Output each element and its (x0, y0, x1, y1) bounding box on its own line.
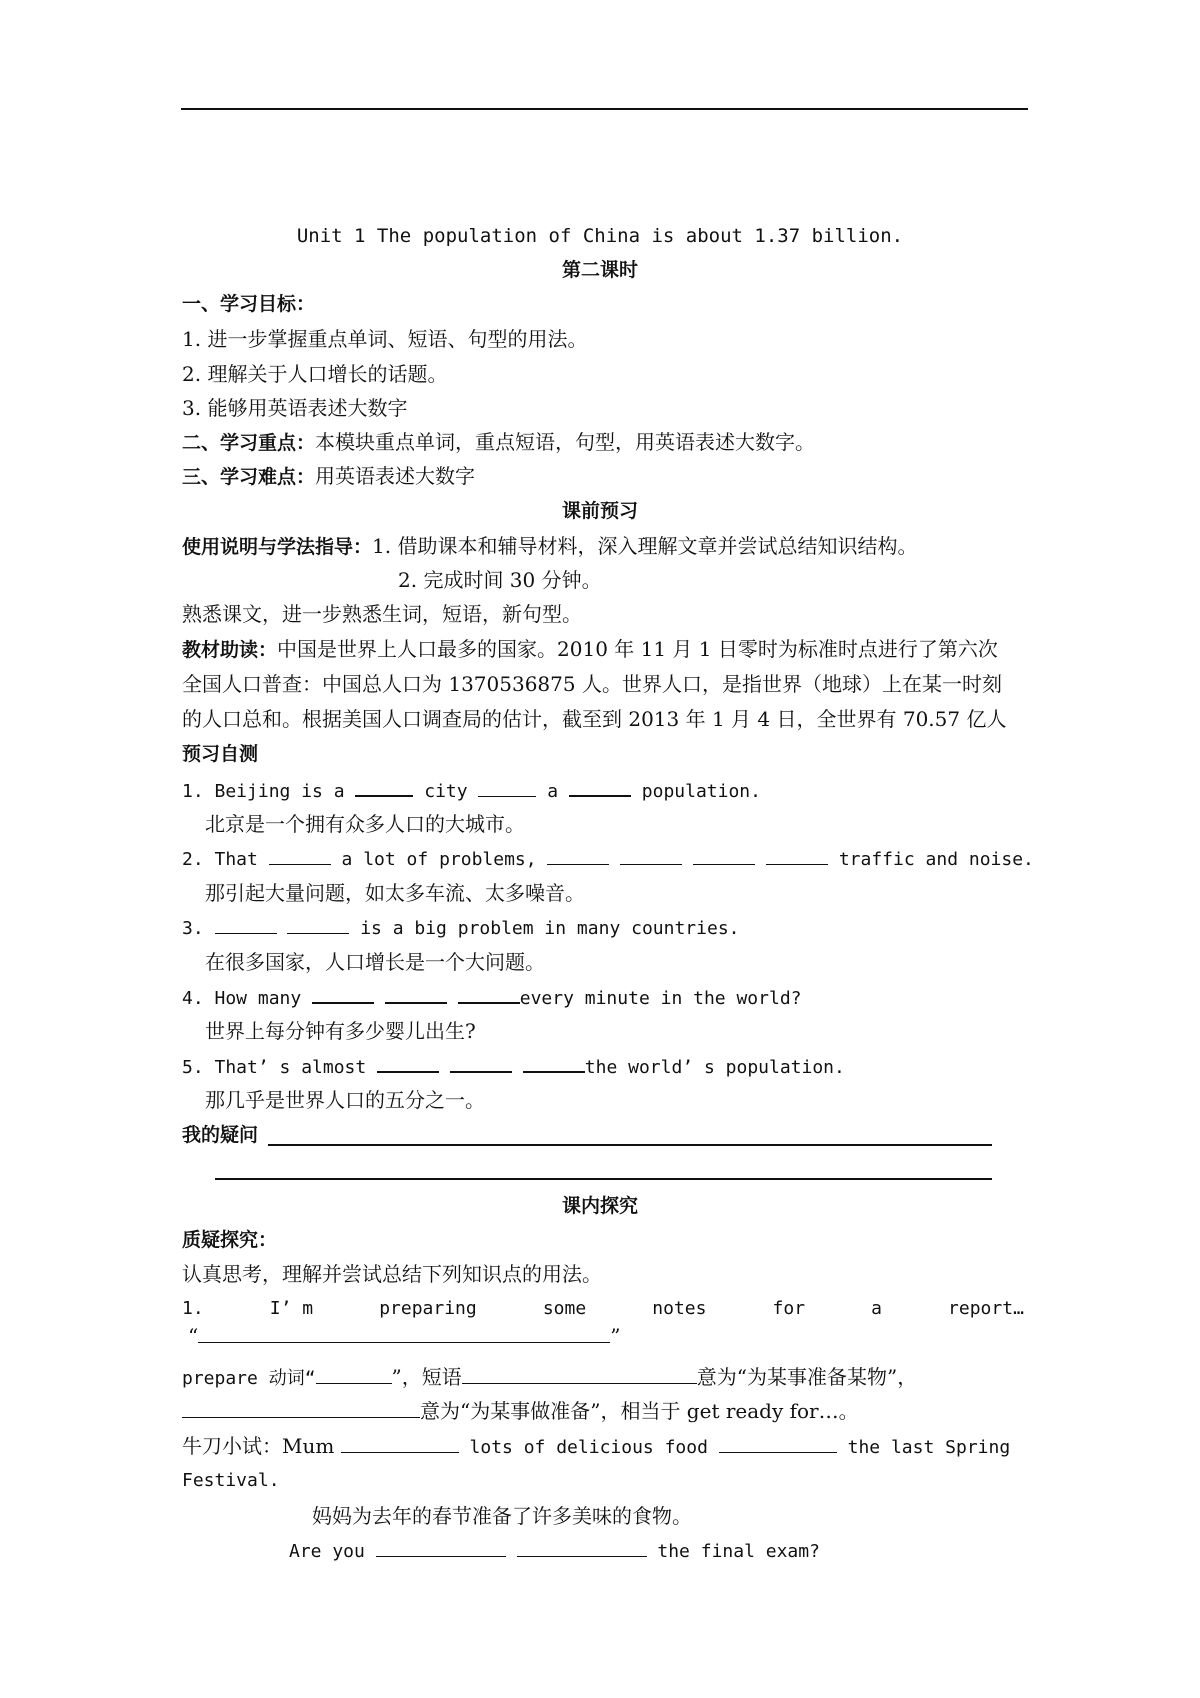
q5-blank-3[interactable] (523, 1051, 585, 1073)
q3-translation: 在很多国家，人口增长是一个大问题。 (205, 950, 545, 974)
difficulty-row (182, 462, 475, 491)
k1-word: 1. (182, 1298, 204, 1319)
q5-translation: 那几乎是世界人口的五分之一。 (205, 1088, 485, 1112)
exam-blank-2[interactable] (517, 1536, 647, 1557)
exam-text-a: Are you (289, 1541, 376, 1562)
q1-text-a: 1. Beijing is a (182, 781, 356, 802)
reading-line-1: 中国是世界上人口最多的国家。2010 年 11 月 1 日零时为标准时点进行了第六次 (277, 637, 998, 661)
selftest-heading: 预习自测 (182, 743, 259, 765)
try-blank-1[interactable] (341, 1432, 459, 1453)
k1-translation-row (188, 1322, 620, 1350)
try-row (182, 1432, 1010, 1462)
k1-word: a (871, 1298, 882, 1319)
familiarize-text: 熟悉课文，进一步熟悉生词，短语，新句型。 (182, 602, 582, 626)
k1-word: report… (948, 1298, 1024, 1319)
k1-translation-blank[interactable] (198, 1322, 610, 1343)
k1-word: notes (652, 1298, 707, 1319)
question-3 (182, 913, 740, 943)
q2-blank-4[interactable] (693, 844, 755, 865)
try-text-d: Festival. (182, 1470, 280, 1491)
question-4 (182, 982, 802, 1013)
q2-translation: 那引起大量问题，如太多车流、太多噪音。 (205, 881, 585, 905)
difficulty-label: 三、学习难点： (182, 466, 316, 488)
close-quote: ” (610, 1324, 621, 1348)
preview-heading: 课前预习 (561, 500, 638, 522)
difficulty-text: 用英语表述大数字 (315, 464, 476, 488)
try-text-b: lots of delicious food (458, 1437, 719, 1458)
knowledge-point-1 (182, 1295, 1024, 1323)
header-rule (181, 108, 1028, 110)
question-answer-line-2[interactable] (215, 1178, 992, 1180)
try-text-a: 牛刀小试：Mum (182, 1434, 341, 1458)
question-answer-line-1[interactable] (268, 1144, 992, 1146)
question-5 (182, 1051, 845, 1082)
guide-row (182, 532, 917, 561)
q3-text-a: 3. (182, 918, 215, 939)
prepare-text-b: ”，短语 (391, 1365, 462, 1389)
try-translation: 妈妈为去年的春节准备了许多美味的食物。 (312, 1504, 692, 1528)
q3-blank-2[interactable] (287, 913, 349, 934)
reading-line-2: 全国人口普查：中国总人口为 1370536875 人。世界人口，是指世界（地球）上在某一时刻 (182, 672, 1002, 696)
q1-text-d: population. (630, 781, 761, 802)
q1-text-b: city (413, 781, 479, 802)
prepare-row-2 (182, 1397, 859, 1425)
prepare-text-c: 意为“为某事准备某物”， (696, 1365, 918, 1389)
k1-word: for (772, 1298, 806, 1319)
q4-text-a: 4. How many (182, 988, 313, 1009)
k1-word: some (542, 1298, 587, 1319)
focus-text: 本模块重点单词，重点短语，句型，用英语表述大数字。 (315, 430, 816, 454)
question-label: 我的疑问 (182, 1124, 259, 1146)
exam-row (289, 1536, 820, 1566)
q5-blank-1[interactable] (377, 1051, 439, 1073)
goal-item-3: 3. 能够用英语表述大数字 (182, 396, 408, 420)
q4-blank-2[interactable] (385, 982, 447, 1004)
q5-blank-2[interactable] (450, 1051, 512, 1073)
guide-label: 使用说明与学法指导： (182, 536, 373, 558)
prepare-text-a: prepare 动词“ (182, 1368, 316, 1389)
q2-text-c: traffic and noise. (827, 849, 1034, 870)
q4-translation: 世界上每分钟有多少婴儿出生? (205, 1019, 476, 1043)
lesson-subtitle: 第二课时 (561, 259, 638, 281)
q3-text-b: is a big problem in many countries. (349, 918, 740, 939)
page-title: Unit 1 The population of China is about 1.37 billion. (296, 225, 904, 247)
prepare-row-1 (182, 1363, 917, 1393)
question-1 (182, 775, 761, 806)
guide-item-1: 1. 借助课本和辅导材料，深入理解文章并尝试总结知识结构。 (372, 534, 918, 558)
question-2 (182, 844, 1034, 874)
reading-label: 教材助读： (182, 639, 278, 661)
open-quote: “ (188, 1324, 199, 1348)
q5-text-a: 5. That’ s almost (182, 1057, 378, 1078)
q4-blank-3[interactable] (458, 982, 520, 1004)
prepare-phrase-blank-1[interactable] (462, 1363, 697, 1384)
prepare-phrase-blank-2[interactable] (182, 1397, 420, 1418)
q2-blank-5[interactable] (766, 844, 828, 865)
q2-blank-3[interactable] (620, 844, 682, 865)
inclass-heading: 课内探究 (561, 1195, 638, 1217)
exam-text-b: the final exam? (646, 1541, 820, 1562)
exam-blank-1[interactable] (376, 1536, 506, 1557)
k1-word: I’ m (269, 1298, 314, 1319)
q4-text-b: every minute in the world? (519, 988, 802, 1009)
q2-text-a: 2. That (182, 849, 269, 870)
q1-blank-3[interactable] (569, 775, 631, 797)
q1-text-c: a (536, 781, 569, 802)
goal-item-2: 2. 理解关于人口增长的话题。 (182, 362, 448, 386)
try-blank-2[interactable] (719, 1432, 837, 1453)
goal-item-1: 1. 进一步掌握重点单词、短语、句型的用法。 (182, 327, 588, 351)
q2-blank-1[interactable] (269, 844, 331, 865)
goals-heading: 一、学习目标： (182, 293, 316, 315)
reading-row-1 (182, 635, 998, 664)
q1-blank-2[interactable] (478, 776, 536, 797)
k1-word: preparing (379, 1298, 477, 1319)
try-text-c: the last Spring (836, 1437, 1011, 1458)
q2-blank-2[interactable] (547, 844, 609, 865)
prepare-part-of-speech-blank[interactable] (316, 1363, 392, 1384)
q3-blank-1[interactable] (215, 913, 277, 934)
q2-text-b: a lot of problems, (330, 849, 548, 870)
q5-text-b: the world’ s population. (584, 1057, 845, 1078)
q4-blank-1[interactable] (312, 982, 374, 1004)
q1-blank-1[interactable] (355, 775, 413, 797)
prepare-text-d: 意为“为某事做准备”，相当于 get ready for…。 (420, 1399, 859, 1423)
focus-label: 二、学习重点： (182, 432, 316, 454)
q1-translation: 北京是一个拥有众多人口的大城市。 (205, 812, 525, 836)
reading-line-3: 的人口总和。根据美国人口调查局的估计，截至到 2013 年 1 月 4 日，全世界有 70.57 亿人 (182, 707, 1007, 731)
explore-intro: 认真思考，理解并尝试总结下列知识点的用法。 (182, 1262, 602, 1286)
focus-row (182, 428, 815, 457)
explore-label: 质疑探究： (182, 1229, 278, 1251)
guide-item-2: 2. 完成时间 30 分钟。 (398, 568, 602, 592)
